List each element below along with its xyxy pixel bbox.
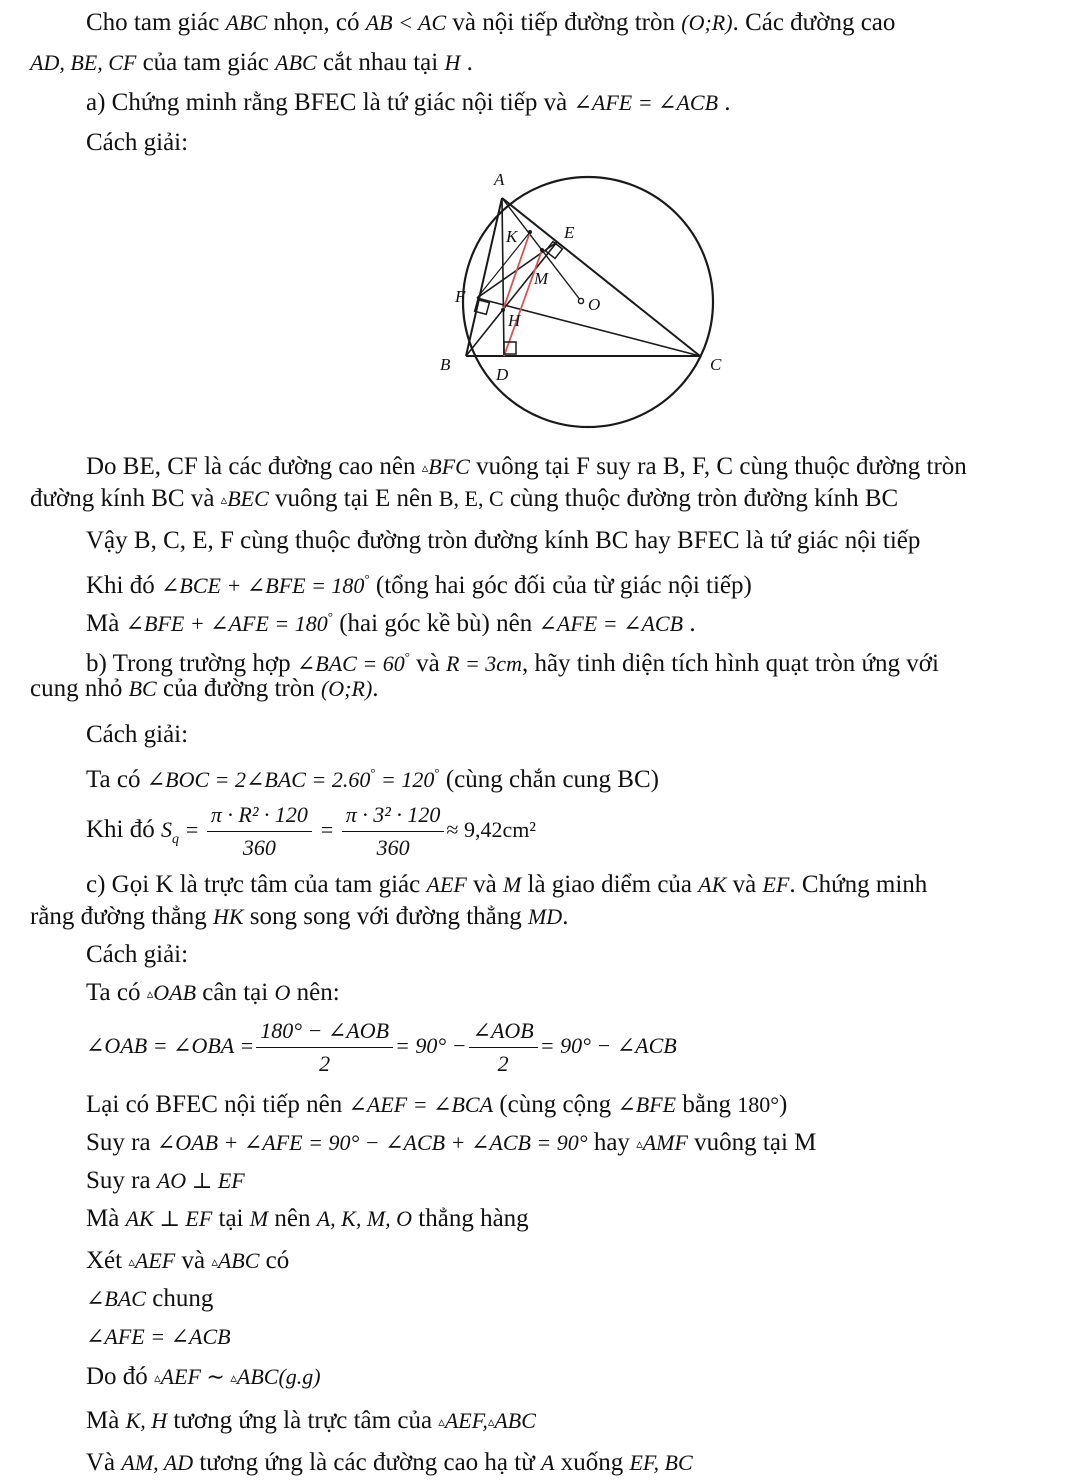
part-a-solution-line-3: Vậy B, C, E, F cùng thuộc đường tròn đường kính BC hay BFEC là tứ giác nội tiếp	[86, 527, 921, 554]
part-c-line-2: Lại có BFEC nội tiếp nên ∠AEF = ∠BCA (cùng cộng ∠BFE bằng 180°)	[86, 1091, 788, 1118]
part-c-line-7: ∠BAC chung	[86, 1285, 214, 1312]
part-c-line-5: Mà AK ⊥ EF tại M nên A, K, M, O thẳng hàng	[86, 1205, 529, 1232]
problem-statement-line-2: AD, BE, CF của tam giác ABC cắt nhau tại H .	[30, 49, 473, 76]
fraction-4: $\frac{\text{∠AOB}}{2}$	[469, 1018, 538, 1077]
problem-statement-line-1: Cho tam giác ABC nhọn, có AB < AC và nội tiếp đường tròn (O;R). Các đường cao	[86, 9, 896, 36]
part-a-solution-line-2: đường kính BC và ▵BEC vuông tại E nên B, E, C cùng thuộc đường tròn đường kính BC	[30, 485, 899, 512]
part-c-question-line-1: c) Gọi K là trực tâm của tam giác AEF và M là giao diểm của AK và EF. Chứng minh	[86, 871, 928, 898]
part-c-line-6: Xét ▵AEF và ▵ABC có	[86, 1247, 290, 1274]
label-e: E	[564, 223, 575, 242]
fraction-1: $\frac{\text{π · R² · 120}}{360}$	[207, 802, 312, 861]
label-o: O	[588, 295, 601, 314]
part-c-heading: Cách giải:	[86, 941, 189, 968]
part-a-solution-line-5: Mà ∠BFE + ∠AFE = 180° (hai góc kề bù) nên ∠AFE = ∠ACB .	[86, 609, 696, 637]
point-m	[540, 248, 544, 252]
part-a-question: a) Chứng minh rằng BFEC là tứ giác nội tiếp và ∠AFE = ∠ACB .	[86, 89, 731, 116]
altitude-ad	[502, 198, 504, 356]
part-b-question-line-2: cung nhỏ BC của đường tròn (O;R).	[30, 675, 379, 702]
part-b-heading: Cách giải:	[86, 721, 189, 748]
geometry-figure	[430, 160, 730, 450]
label-k: K	[506, 227, 518, 246]
part-b-sector-area: Khi đó $S_q$ = $\frac{\text{π · R² · 120}}{360}$ = $\frac{\text{π · 3² · 120}}{360}$ ≈ 9,42cm²	[86, 801, 536, 860]
point-h	[501, 308, 505, 312]
part-a-heading: Cách giải:	[86, 129, 189, 156]
fraction-2: $\frac{\text{π · 3² · 120}}{360}$	[342, 802, 445, 861]
part-c-line-4: Suy ra AO ⊥ EF	[86, 1167, 245, 1194]
part-a-solution-line-1: Do BE, CF là các đường cao nên ▵BFC vuông tại F suy ra B, F, C cùng thuộc đường tròn	[86, 453, 967, 480]
label-d: D	[496, 365, 509, 384]
part-c-line-3: Suy ra ∠OAB + ∠AFE = 90° − ∠ACB + ∠ACB = 90° hay ▵AMF vuông tại M	[86, 1129, 817, 1156]
math-circle: (O;R)	[681, 10, 733, 35]
part-b-solution-line-1: Ta có ∠BOC = 2∠BAC = 2.60° = 120° (cùng chắn cung BC)	[86, 765, 659, 793]
label-c: C	[710, 355, 722, 374]
math-condition: AB < AC	[365, 10, 447, 35]
part-c-question-line-2: rằng đường thẳng HK song song với đường thẳng MD.	[30, 903, 569, 930]
part-c-line-10: Mà K, H tương ứng là trực tâm của ▵AEF,▵ABC	[86, 1407, 536, 1434]
label-h: H	[508, 311, 521, 330]
label-b: B	[440, 355, 451, 374]
point-o	[578, 298, 583, 303]
part-a-solution-line-4: Khi đó ∠BCE + ∠BFE = 180° (tổng hai góc đối của từ giác nội tiếp)	[86, 571, 752, 599]
part-c-line-8: ∠AFE = ∠ACB	[86, 1324, 231, 1349]
part-b-question-line-1: b) Trong trường hợp ∠BAC = 60° và R = 3cm, hãy tinh diện tích hình quạt tròn ứng với	[86, 649, 939, 677]
part-c-line-1: Ta có ▵OAB cân tại O nên:	[86, 979, 340, 1006]
part-c-equation: ∠OAB = ∠OBA = $\frac{\text{180° − ∠AOB}}{2}$ = 90° − $\frac{\text{∠AOB}}{2}$ = 90° − ∠ACB	[86, 1017, 677, 1076]
math-abc: ABC	[225, 10, 268, 35]
label-m: M	[534, 269, 549, 288]
fraction-3: $\frac{\text{180° − ∠AOB}}{2}$	[256, 1018, 393, 1077]
part-c-line-9: Do đó ▵AEF ∼ ▵ABC(g.g)	[86, 1363, 321, 1390]
part-c-line-11: Và AM, AD tương ứng là các đường cao hạ từ A xuống EF, BC	[86, 1449, 693, 1476]
label-a: A	[494, 170, 505, 189]
point-k	[528, 230, 532, 234]
label-f: F	[455, 287, 466, 306]
